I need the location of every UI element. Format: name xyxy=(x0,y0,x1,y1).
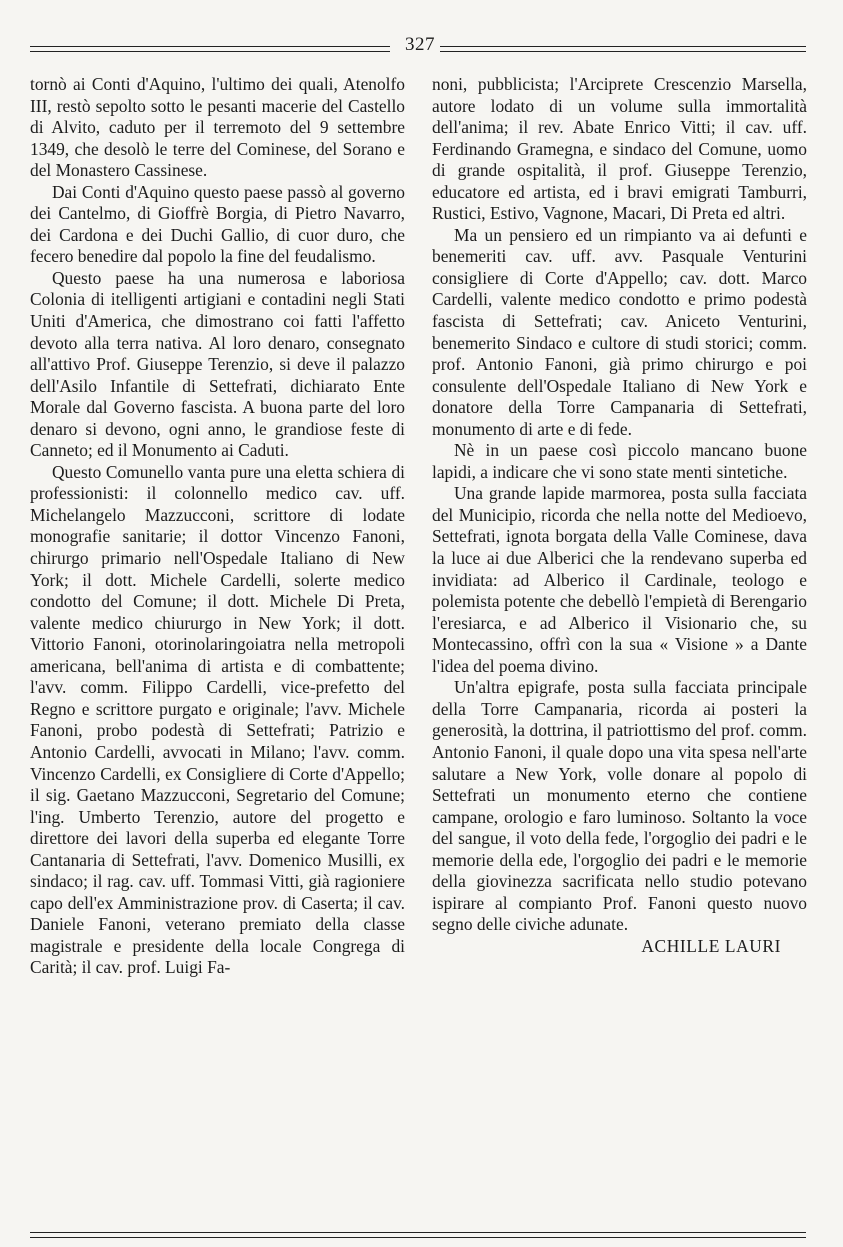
paragraph: Questo paese ha una numerosa e laboriosa Colonia di itelligenti artigiani e contadini negli Stati Uniti d'America, che dimostrano coi fatti l'affetto devoto alla terra nativa. Al loro denaro, consegnato all'attivo Prof. Giuseppe Terenzio, si deve il palazzo dell'Asilo Infantile di Settefrati, dichiarato Ente Morale dal Governo fascista. A buona parte del loro denaro si devono, ogni anno, le grandiose feste di Canneto; ed il Monumento ai Caduti. xyxy=(30,267,405,461)
paragraph: Questo Comunello vanta pure una eletta schiera di professionisti: il colonnello medico cav. uff. Michelangelo Mazzucconi, scrittore di lodate monografie sanitarie; il dottor Vincenzo Fanoni, chirurgo primario nell'Ospedale Italiano di New York; il dott. Michele Cardelli, solerte medico condotto del Comune; il dott. Michele Di Preta, valente medico chiururgo in New York; il dott. Vittorio Fanoni, otorinolaringoiatra nella metropoli americana, bell'anima di artista e di combattente; l'avv. comm. Filippo Cardelli, vice-prefetto del Regno e scrittore purgato e originale; l'avv. Michele Fanoni, probo podestà di Settefrati; Patrizio e Antonio Cardelli, avvocati in Milano; l'avv. comm. Vincenzo Cardelli, ex Consigliere di Corte d'Appello; il sig. Gaetano Mazzucconi, Segretario del Comune; l'ing. Umberto Terenzio, autore del progetto e direttore dei lavori della superba ed elegante Torre Cantanaria di Settefrati, l'avv. Domenico Musilli, ex sindaco; il rag. cav. uff. Tommasi Vitti, già ragioniere capo dell'ex Amministrazione prov. di Caserta; il cav. Daniele Fanoni, veterano premiato della classe magistrale e presidente della locale Congrega di Carità; il cav. prof. Luigi Fa- xyxy=(30,461,405,978)
paragraph: Un'altra epigrafe, posta sulla facciata principale della Torre Campanaria, ricorda ai posteri la generosità, la dottrina, il patriottismo del prof. comm. Antonio Fanoni, il quale dopo una vita spesa nell'arte salutare a New York, volle donare al popolo di Settefrati un monumento eterno che contiene campane, orologio e faro luminoso. Soltanto la voce del sangue, il voto della fede, l'orgoglio dei padri e le memorie della ede, l'orgoglio dei padri e le memorie della giovinezza sacrificata nello studio potevano ispirare al compianto Prof. Fanoni questo nuovo segno delle civiche adunate. xyxy=(432,677,807,935)
paragraph: Ma un pensiero ed un rimpianto va ai defunti e benemeriti cav. uff. avv. Pasquale Venturini consigliere di Corte d'Appello; cav. dott. Marco Cardelli, valente medico condotto e primo podestà fascista di Settefrati; cav. Aniceto Venturini, benemerito Sindaco e cultore di studi storici; comm. prof. Antonio Fanoni, già primo chirurgo e poi consulente dell'Ospedale Italiano di New York e donatore della Torre Campanaria di Settefrati, monumento di arte e di fede. xyxy=(432,224,807,439)
header-rule-right xyxy=(440,46,806,52)
paragraph: tornò ai Conti d'Aquino, l'ultimo dei quali, Atenolfo III, restò sepolto sotto le pesanti macerie del Castello di Alvito, caduto per il terremoto del 9 settembre 1349, che desolò le terre del Cominese, del Sorano e del Monastero Cassinese. xyxy=(30,74,405,181)
author-signature: ACHILLE LAURI xyxy=(641,935,781,956)
paragraph: Nè in un paese così piccolo mancano buone lapidi, a indicare che vi sono state menti sintetiche. xyxy=(432,440,807,482)
page-number: 327 xyxy=(405,34,435,55)
paragraph: Dai Conti d'Aquino questo paese passò al governo dei Cantelmo, di Gioffrè Borgia, di Pietro Navarro, dei Cardona e dei Duchi Gallio, di cuor duro, che fecero benedire dal popolo la fine del feudalismo. xyxy=(30,181,405,267)
header-rule-left xyxy=(30,46,390,52)
page-header xyxy=(30,34,806,64)
text-columns xyxy=(30,74,807,1206)
footer-rule xyxy=(30,1232,806,1238)
paragraph: noni, pubblicista; l'Arciprete Crescenzio Marsella, autore lodato di un volume sulla immortalità dell'anima; il rev. Abate Enrico Vitti; il cav. uff. Ferdinando Gramegna, e sindaco del Comune, uomo di grande ospitalità, il prof. Giuseppe Terenzio, educatore ed artista, ed i bravi emigrati Tamburri, Rustici, Estivo, Vagnone, Macari, Di Preta ed altri. xyxy=(432,74,807,224)
left-column xyxy=(30,74,405,979)
paragraph: Una grande lapide marmorea, posta sulla facciata del Municipio, ricorda che nella notte del Medioevo, Settefrati, ignota borgata della Valle Cominese, dava la luce ai due Alberici che la rendevano superba ed invidiata: ad Alberico il Cardinale, teologo e polemista potente che debellò l'empietà di Berengario l'eresiarca, e ad Alberico il Visionario che, su Montecassino, offrì con la sua « Visione » a Dante l'idea del poema divino. xyxy=(432,483,807,676)
right-column xyxy=(432,74,807,957)
